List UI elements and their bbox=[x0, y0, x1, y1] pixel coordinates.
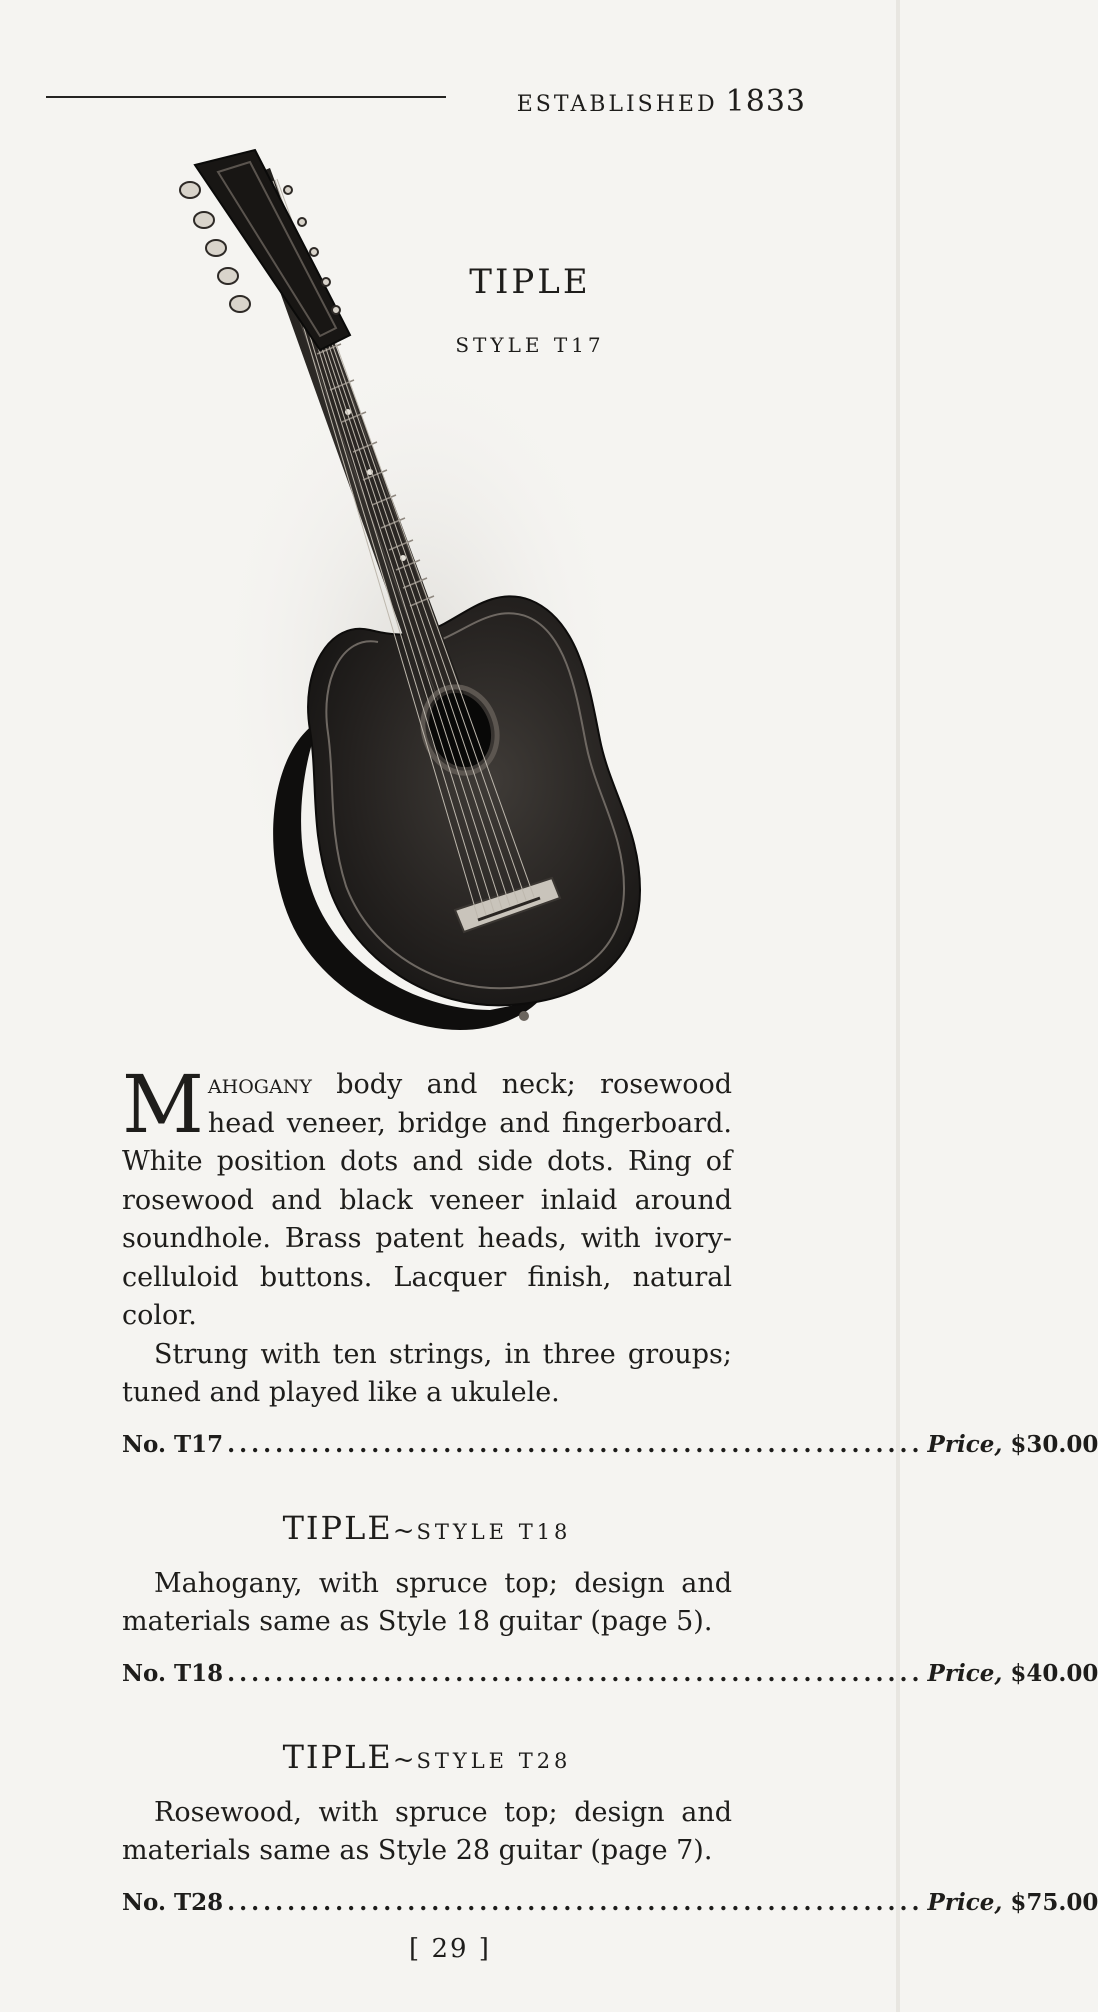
price-value: $75.00 bbox=[1010, 1888, 1098, 1916]
strung-paragraph: Strung with ten strings, in three groups; tuned and played like a ukulele. bbox=[122, 1338, 732, 1408]
section-title-main: TIPLE bbox=[282, 1508, 393, 1547]
price-line-t17 bbox=[122, 1430, 1098, 1465]
price-label: Price, bbox=[927, 1659, 1003, 1687]
description-body: body and neck; rosewood head veneer, bridge and fingerboard. White position dots and side dots. Ring of rosewood and black veneer inlaid around soundhole. Brass patent heads, with ivory-celluloid buttons. Lacquer finish, natural color. bbox=[122, 1069, 732, 1331]
item-number: No. T18 bbox=[122, 1659, 224, 1687]
section-title-t28 bbox=[122, 1738, 732, 1776]
price-line-t18 bbox=[122, 1659, 1098, 1694]
price-value: $30.00 bbox=[1010, 1430, 1098, 1458]
page-edge bbox=[896, 0, 900, 2012]
description-column bbox=[122, 1058, 1098, 1923]
item-number: No. T28 bbox=[122, 1888, 224, 1916]
section-title-main: TIPLE bbox=[282, 1737, 393, 1776]
price-line-t28 bbox=[122, 1888, 1098, 1923]
section-title-separator: ~ bbox=[392, 1515, 417, 1546]
price-label: Price, bbox=[927, 1888, 1003, 1916]
tiple-end-pin bbox=[519, 1011, 529, 1021]
header-year: 1833 bbox=[725, 84, 806, 119]
page-number: [ 29 ] bbox=[409, 1934, 491, 1964]
description-t28: Rosewood, with spruce top; design and materials same as Style 28 guitar (page 7). bbox=[122, 1796, 732, 1866]
header-label: ESTABLISHED bbox=[516, 92, 718, 117]
item-number: No. T17 bbox=[122, 1430, 224, 1458]
drop-cap: M bbox=[122, 1058, 204, 1151]
price-value: $40.00 bbox=[1010, 1659, 1098, 1687]
header-text bbox=[517, 84, 806, 119]
description-t18: Mahogany, with spruce top; design and materials same as Style 18 guitar (page 5). bbox=[122, 1567, 732, 1637]
product-style: STYLE T17 bbox=[455, 333, 605, 357]
header-rule bbox=[46, 96, 446, 98]
dot-leader: .......................................................... bbox=[227, 1430, 924, 1458]
section-title-separator: ~ bbox=[392, 1744, 417, 1775]
dot-leader: .......................................................... bbox=[227, 1659, 924, 1687]
section-title-style: STYLE T28 bbox=[416, 1748, 572, 1773]
dot-leader: .......................................................... bbox=[227, 1888, 924, 1916]
section-title-t18 bbox=[122, 1509, 732, 1547]
section-title-style: STYLE T18 bbox=[416, 1519, 572, 1544]
description-paragraph bbox=[122, 1058, 732, 1336]
price-label: Price, bbox=[927, 1430, 1003, 1458]
description-lead: ahogany bbox=[207, 1069, 312, 1100]
page-header bbox=[46, 82, 806, 122]
product-title: TIPLE bbox=[469, 262, 591, 302]
